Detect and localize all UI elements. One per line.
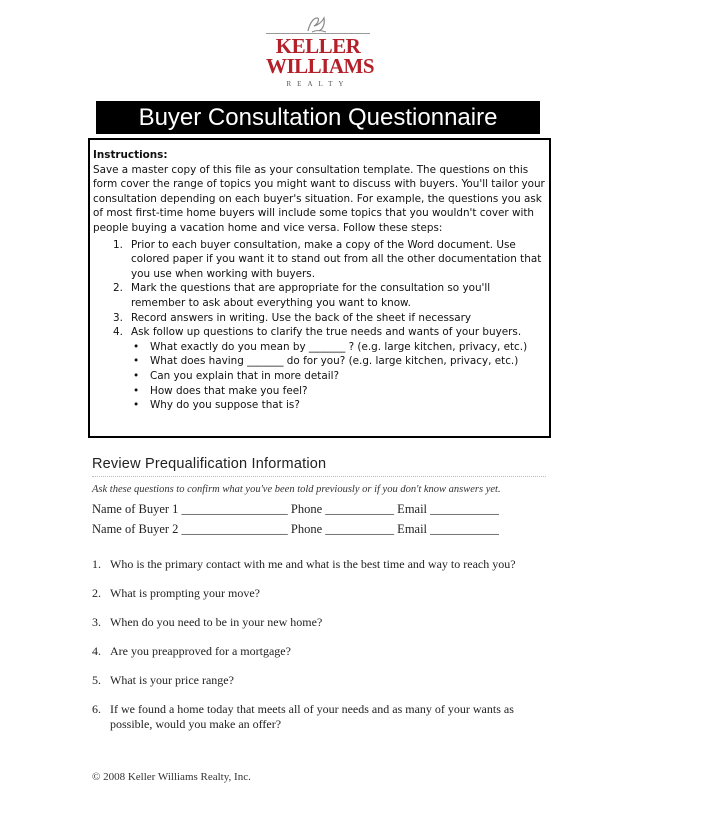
instructions-box	[88, 138, 551, 438]
bullet-icon: •	[133, 369, 140, 382]
follow-up-question	[131, 369, 547, 384]
instructions-steps	[93, 238, 547, 413]
keller-williams-logo	[266, 14, 375, 88]
instruction-step	[93, 238, 547, 282]
instructions-intro: Save a master copy of this file as your consultation template. The questions on this form cover the range of topics you might want to discuss with buyers. You'll tailor your consultation depending on each buyer's situation. For example, the questions you ask of most first-time home buyers will include some topics that you wouldn't cover with people buying a vacation home and vice versa. Follow these steps:	[93, 163, 545, 234]
follow-up-question	[131, 398, 547, 413]
step-text: Record answers in writing. Use the back of the sheet if necessary	[131, 311, 472, 324]
follow-up-text: What exactly do you mean by _______ ? (e.g. large kitchen, privacy, etc.)	[150, 340, 528, 353]
bullet-icon: •	[133, 355, 140, 368]
question-number: 2.	[92, 586, 101, 600]
step-text: Prior to each buyer consultation, make a copy of the Word document. Use colored paper if you want it to stand out from all the other documentation that you use when working with buyers.	[131, 238, 542, 280]
step-number: 4.	[113, 326, 123, 339]
section-subtitle: Ask these questions to confirm what you've been told previously or if you don't know answers yet.	[92, 484, 501, 495]
follow-up-text: How does that make you feel?	[150, 384, 308, 397]
question-number: 4.	[92, 644, 101, 658]
follow-up-question	[131, 354, 547, 369]
step-text: Ask follow up questions to clarify the true needs and wants of your buyers.	[131, 326, 522, 339]
question-text: What is prompting your move?	[110, 586, 260, 600]
question-item	[92, 673, 532, 688]
question-item	[92, 557, 532, 572]
bullet-icon: •	[133, 384, 140, 397]
follow-up-question	[131, 384, 547, 399]
step-number: 3.	[113, 311, 123, 324]
instruction-step	[93, 325, 547, 413]
logo-williams-text: WILLIAMS	[266, 54, 375, 78]
question-item	[92, 615, 532, 630]
instruction-step	[93, 311, 547, 326]
step-number: 1.	[113, 238, 123, 251]
question-text: If we found a home today that meets all of your needs and as many of your wants as possible, would you make an offer?	[110, 702, 514, 731]
question-item	[92, 644, 532, 659]
follow-up-question	[131, 340, 547, 355]
section-heading: Review Prequalification Information	[92, 456, 546, 477]
question-number: 3.	[92, 615, 101, 629]
copyright-footer: © 2008 Keller Williams Realty, Inc.	[92, 771, 251, 783]
step-number: 2.	[113, 282, 123, 295]
question-number: 5.	[92, 673, 101, 687]
question-number: 6.	[92, 702, 101, 716]
question-text: Who is the primary contact with me and what is the best time and way to reach you?	[110, 557, 516, 571]
follow-up-text: Can you explain that in more detail?	[150, 369, 340, 382]
logo-keller-text: KELLER	[275, 34, 361, 58]
buyer-1-line: Name of Buyer 1 _________________ Phone ___________ Email ___________	[92, 502, 499, 516]
buyer-2-line: Name of Buyer 2 _________________ Phone ___________ Email ___________	[92, 522, 499, 536]
question-text: Are you preapproved for a mortgage?	[110, 644, 291, 658]
question-item	[92, 702, 532, 732]
instructions-heading: Instructions:	[93, 149, 168, 161]
follow-up-questions	[131, 340, 547, 413]
step-text: Mark the questions that are appropriate for the consultation so you'll remember to ask about everything you want to know.	[131, 282, 491, 309]
question-item	[92, 586, 532, 601]
question-text: What is your price range?	[110, 673, 234, 687]
question-list	[92, 557, 532, 746]
document-title: Buyer Consultation Questionnaire	[96, 101, 540, 134]
instruction-step	[93, 281, 547, 310]
follow-up-text: What does having _______ do for you? (e.g. large kitchen, privacy, etc.)	[150, 355, 519, 368]
bullet-icon: •	[133, 340, 140, 353]
follow-up-text: Why do you suppose that is?	[150, 399, 300, 412]
bullet-icon: •	[133, 399, 140, 412]
logo-realty-text: REALTY	[286, 80, 350, 88]
question-text: When do you need to be in your new home?	[110, 615, 323, 629]
question-number: 1.	[92, 557, 101, 571]
